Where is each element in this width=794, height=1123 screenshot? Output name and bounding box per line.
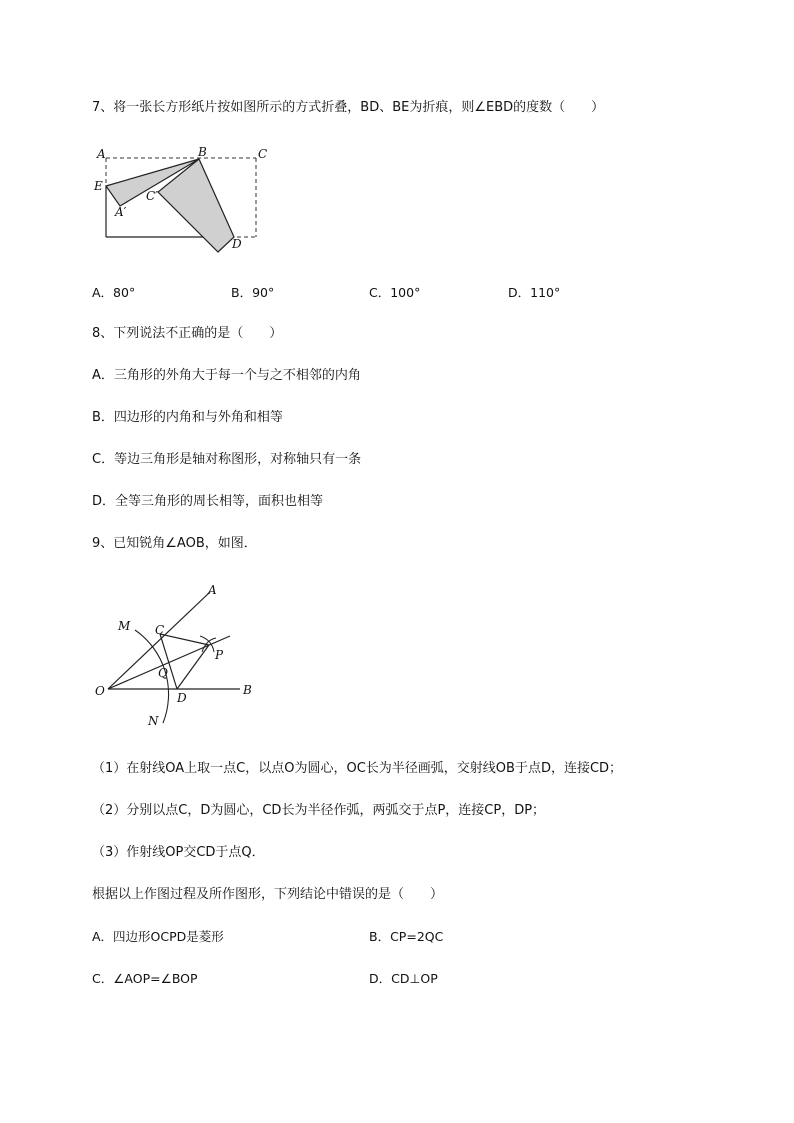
q9-step-2: （2）分别以点C，D为圆心，CD长为半径作弧，两弧交于点P，连接CP，DP；: [92, 803, 546, 818]
q7-label-a-prime: A′: [115, 205, 127, 219]
q7-option-d[interactable]: D．110°: [508, 285, 561, 300]
q7-label-c-prime: C′: [146, 189, 158, 203]
q7-stem: 7、将一张长方形纸片按如图所示的方式折叠，BD、BE为折痕，则∠EBD的度数（ ）: [92, 100, 605, 115]
q7-label-d: D: [232, 237, 242, 251]
q9-step-1: （1）在射线OA上取一点C，以点O为圆心，OC长为半径画弧，交射线OB于点D，连接CD；: [92, 761, 623, 776]
segment-cd: [160, 634, 177, 689]
q8-option-d[interactable]: D．全等三角形的周长相等，面积也相等: [92, 494, 324, 509]
q9-question: 根据以上作图过程及所作图形，下列结论中错误的是（ ）: [92, 887, 444, 902]
q7-label-c: C: [258, 147, 268, 161]
q9-option-a[interactable]: A．四边形OCPD是菱形: [92, 929, 224, 944]
q9-label-o: O: [95, 684, 105, 698]
q9-option-b[interactable]: B．CP=2QC: [369, 929, 444, 944]
q7-label-a: A: [97, 147, 106, 161]
q8-option-b[interactable]: B．四边形的内角和与外角和相等: [92, 410, 283, 425]
q7-option-b[interactable]: B．90°: [231, 285, 275, 300]
q9-construction-figure: [88, 578, 268, 730]
q7-folding-figure: [88, 142, 278, 260]
q8-option-c[interactable]: C．等边三角形是轴对称图形，对称轴只有一条: [92, 452, 362, 467]
q9-label-p: P: [215, 648, 224, 662]
q9-stem: 9、已知锐角∠AOB，如图．: [92, 536, 257, 551]
q7-label-e: E: [94, 179, 103, 193]
q9-label-d: D: [177, 691, 187, 705]
q9-option-d[interactable]: D．CD⊥OP: [369, 971, 438, 986]
q7-label-b: B: [198, 145, 207, 159]
q8-stem: 8、下列说法不正确的是（ ）: [92, 326, 283, 341]
q9-step-3: （3）作射线OP交CD于点Q．: [92, 845, 265, 860]
q9-option-c[interactable]: C．∠AOP=∠BOP: [92, 971, 198, 986]
q7-option-a[interactable]: A．80°: [92, 285, 136, 300]
q7-option-c[interactable]: C．100°: [369, 285, 421, 300]
q8-option-a[interactable]: A．三角形的外角大于每一个与之不相邻的内角: [92, 368, 361, 383]
segment-cp: [160, 634, 209, 645]
q9-label-m: M: [118, 619, 131, 633]
q9-label-a: A: [208, 583, 217, 597]
q9-label-b: B: [243, 683, 252, 697]
q9-label-n: N: [148, 714, 159, 728]
q9-label-q: Q: [158, 666, 168, 680]
q9-label-c: C: [155, 623, 165, 637]
